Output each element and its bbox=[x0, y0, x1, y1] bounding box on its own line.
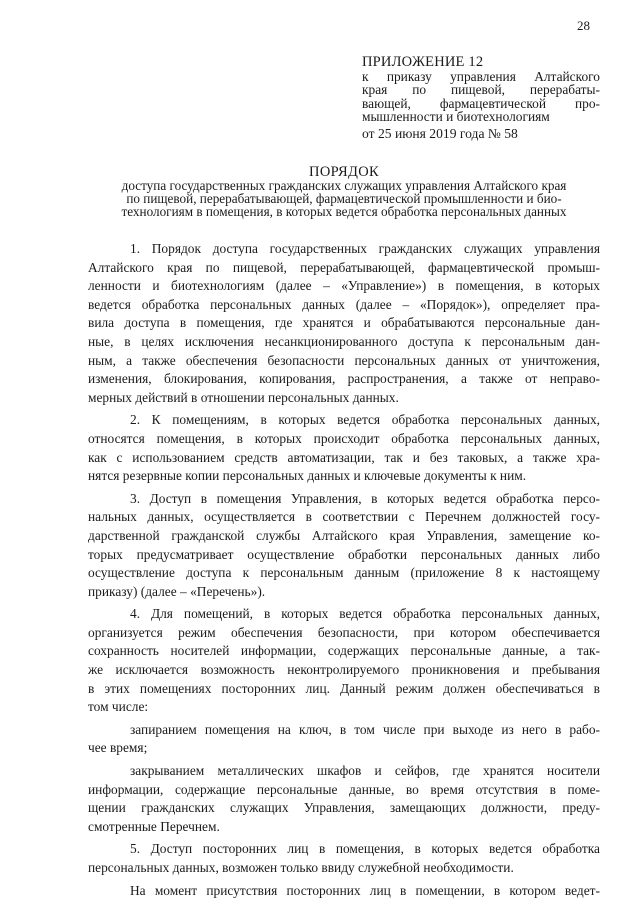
body-paragraph bbox=[88, 240, 600, 407]
paragraph-line: информации, содержащие персональные данные, во время отсутствия в поме- bbox=[88, 781, 600, 797]
paragraph-line: На момент присутствия посторонних лиц в помещении, в котором ведет- bbox=[130, 882, 600, 898]
paragraph-line: персональных данных, возможен только ввиду служебной необходимости. bbox=[88, 860, 514, 875]
paragraph-line: щении гражданских служащих Управления, замещающих должности, преду- bbox=[88, 800, 600, 816]
paragraph-line: ленности и биотехнологиям (далее – «Управление») в помещения, в которых bbox=[88, 278, 600, 294]
paragraph-line: ным, а также обеспечения безопасности персональных данных от уничтожения, bbox=[88, 352, 600, 368]
document-subtitle-line: по пищевой, перерабатывающей, фармацевтической промышленности и био- bbox=[126, 190, 562, 206]
paragraph-line: же исключается возможность неконтролируемого проникновения и пребывания bbox=[88, 662, 600, 678]
paragraph-line: том числе: bbox=[88, 699, 149, 715]
paragraph-line: ведется обработка персональных данных (далее – «Порядок»), определяет пра- bbox=[88, 296, 600, 312]
paragraph-line: организуется режим обеспечения безопасности, при котором обеспечивается bbox=[88, 624, 600, 640]
paragraph-line: 2. К помещениям, в которых ведется обработка персональных данных, bbox=[130, 412, 600, 428]
paragraph-line: запиранием помещения на ключ, в том числе при выходе из него в рабо- bbox=[130, 721, 600, 737]
body-paragraph bbox=[88, 721, 600, 758]
appendix-block bbox=[362, 56, 600, 140]
body-paragraph bbox=[88, 605, 600, 717]
paragraph-line: нятся резервные копии персональных данных и ключевые документы к ним. bbox=[88, 468, 527, 484]
paragraph-line: 1. Порядок доступа государственных гражданских служащих управления bbox=[130, 241, 600, 256]
appendix-heading: ПРИЛОЖЕНИЕ 12 bbox=[362, 54, 484, 70]
paragraph-line: 4. Для помещений, в которых ведется обработка персональных данных, bbox=[130, 606, 600, 622]
document-subtitle-line: технологиям в помещения, в которых ведется обработка персональных данных bbox=[121, 203, 567, 219]
paragraph-line: мерных действий в отношении персональных данных. bbox=[88, 389, 399, 405]
body-paragraph bbox=[88, 490, 600, 602]
paragraph-line: в этих помещениях посторонних лиц. Данный режим должен обеспечиваться в bbox=[88, 680, 600, 696]
body-paragraph bbox=[88, 840, 600, 877]
paragraph-line: приказу) (далее – «Перечень»). bbox=[88, 583, 266, 599]
paragraph-line: смотренные Перечнем. bbox=[88, 818, 220, 834]
body-paragraph bbox=[88, 411, 600, 485]
paragraph-line: дарственной гражданской службы Алтайского края Управления, замещение ко- bbox=[88, 527, 600, 543]
page-number: 28 bbox=[577, 18, 590, 33]
document-title: ПОРЯДОК bbox=[309, 164, 379, 180]
paragraph-line: как с использованием средств автоматизации, так и без таковых, а также хра- bbox=[88, 449, 600, 465]
paragraph-line: сохранность носителей информации, содержащих персональные данные, а так- bbox=[88, 643, 600, 659]
body-paragraph bbox=[88, 762, 600, 836]
appendix-date: от 25 июня 2019 года № 58 bbox=[362, 126, 518, 142]
paragraph-line: закрыванием металлических шкафов и сейфов, где хранятся носители bbox=[130, 763, 600, 779]
paragraph-line: торых предусматривает осуществление обработки персональных данных либо bbox=[88, 546, 600, 562]
appendix-line: края по пищевой, перерабаты- bbox=[362, 82, 600, 98]
document-body bbox=[88, 240, 600, 904]
paragraph-line: Алтайского края по пищевой, перерабатывающей, фармацевтической промыш- bbox=[88, 259, 600, 275]
appendix-line: к приказу управления Алтайского bbox=[362, 69, 600, 85]
paragraph-line: 5. Доступ посторонних лиц в помещения, в которых ведется обработка bbox=[130, 841, 600, 857]
paragraph-line: нальных данных, осуществляется в соответствии с Перечнем должностей госу- bbox=[88, 509, 600, 525]
paragraph-line: осуществление доступа к персональным данным (приложение 8 к настоящему bbox=[88, 565, 600, 581]
paragraph-line: 3. Доступ в помещения Управления, в которых ведется обработка персо- bbox=[130, 490, 600, 506]
document-title-block bbox=[88, 164, 600, 218]
body-paragraph bbox=[88, 882, 600, 901]
appendix-line: мышленности и биотехнологиям bbox=[362, 108, 550, 124]
paragraph-line: относятся помещения, в которых происходит обработка персональных данных, bbox=[88, 430, 600, 446]
paragraph-line: вила доступа в помещения, где хранятся и обрабатываются персональные дан- bbox=[88, 315, 600, 331]
paragraph-line: чее время; bbox=[88, 740, 148, 756]
appendix-line: вающей, фармацевтической про- bbox=[362, 95, 600, 111]
paragraph-line: ные, в целях исключения несанкционированного доступа к персональным дан- bbox=[88, 333, 600, 349]
paragraph-line: изменения, блокирования, копирования, распространения, а также от неправо- bbox=[88, 371, 600, 387]
document-subtitle-line: доступа государственных гражданских служащих управления Алтайского края bbox=[121, 178, 567, 193]
